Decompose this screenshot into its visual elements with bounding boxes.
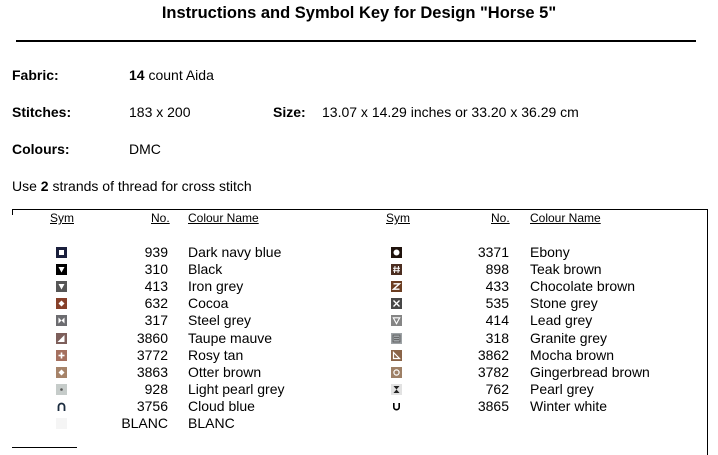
colour-number: 433 — [485, 278, 509, 295]
hourglass-icon — [391, 384, 402, 395]
table-bottom-line — [12, 447, 77, 448]
colour-number: 3862 — [477, 346, 509, 363]
colour-name: Mocha brown — [530, 346, 615, 363]
blank-icon — [56, 418, 67, 429]
page-title: Instructions and Symbol Key for Design "Horse 5" — [161, 4, 557, 22]
colour-number: 3865 — [477, 397, 509, 414]
colour-number: 414 — [485, 312, 509, 329]
colour-number: 939 — [144, 244, 168, 260]
cup-icon — [391, 401, 402, 412]
colour-name: Chocolate brown — [530, 278, 636, 295]
arch-icon — [56, 401, 67, 412]
colour-name: Light pearl grey — [188, 380, 285, 397]
instruction-strands: 2 — [40, 178, 49, 194]
corner-icon — [391, 350, 402, 361]
colour-number: 762 — [485, 380, 509, 397]
size-label: Size: — [273, 104, 306, 120]
colours-value: DMC — [129, 141, 161, 157]
hash-icon — [391, 264, 402, 275]
fabric-label: Fabric: — [12, 67, 59, 83]
colour-number: 898 — [485, 261, 509, 278]
colour-number: 317 — [144, 312, 168, 329]
stitches-value: 183 x 200 — [129, 104, 191, 120]
colour-name: Stone grey — [530, 295, 598, 312]
colour-name: Lead grey — [530, 312, 593, 329]
colour-number: 3772 — [136, 346, 168, 363]
down-triangle-icon — [56, 281, 67, 292]
colour-name: Cloud blue — [188, 397, 255, 414]
plus-icon — [56, 350, 67, 361]
diamond-icon — [56, 367, 67, 378]
instruction-post: strands of thread for cross stitch — [48, 178, 252, 194]
dot-icon — [56, 384, 67, 395]
lines-icon — [391, 333, 402, 344]
colour-number: 632 — [144, 295, 168, 312]
colour-name: Teak brown — [530, 261, 602, 278]
title-rule — [16, 40, 696, 42]
colour-name: Gingerbread brown — [530, 363, 650, 380]
colour-name: BLANC — [188, 415, 235, 431]
colour-name: Otter brown — [188, 363, 262, 380]
table-left-tick — [12, 209, 13, 215]
colour-number: 928 — [144, 380, 168, 397]
colour-number: 3860 — [136, 329, 168, 346]
fabric-count: 14 — [129, 67, 145, 83]
z-icon — [391, 281, 402, 292]
ring-icon — [391, 367, 402, 378]
colour-name: Granite grey — [530, 329, 608, 346]
colour-number: 318 — [485, 329, 509, 346]
instruction-pre: Use — [12, 178, 41, 194]
colour-number: 3863 — [136, 363, 168, 380]
x-icon — [391, 298, 402, 309]
colour-name: Black — [188, 261, 223, 278]
bowtie-icon — [56, 315, 67, 326]
colour-name: Winter white — [530, 397, 608, 414]
instruction-text — [12, 178, 252, 194]
colour-name: Dark navy blue — [188, 244, 282, 260]
colour-number: 535 — [485, 295, 509, 312]
header-name-left: Colour Name — [188, 211, 259, 225]
stitches-label: Stitches: — [12, 104, 72, 120]
colour-name: Cocoa — [188, 295, 229, 312]
colour-name: Iron grey — [188, 278, 244, 295]
open-triangle-icon — [391, 315, 402, 326]
header-no-right: No. — [491, 211, 510, 225]
open-square-icon — [56, 247, 67, 258]
half-triangle-icon — [56, 333, 67, 344]
colour-name: Taupe mauve — [188, 329, 273, 346]
header-sym-left: Sym — [50, 211, 74, 225]
colours-label: Colours: — [12, 141, 70, 157]
colour-number: 310 — [144, 261, 168, 278]
down-triangle-icon — [56, 264, 67, 275]
colour-name: Ebony — [530, 244, 570, 260]
fabric-value — [129, 67, 214, 83]
colour-number: 3782 — [477, 363, 509, 380]
colour-number: 413 — [144, 278, 168, 295]
colour-name: Steel grey — [188, 312, 252, 329]
colour-name: Pearl grey — [530, 380, 594, 397]
colour-name: Rosy tan — [188, 346, 244, 363]
header-name-right: Colour Name — [530, 211, 601, 225]
size-value: 13.07 x 14.29 inches or 33.20 x 36.29 cm — [322, 104, 579, 120]
circle-icon — [391, 247, 402, 258]
colour-number: 3756 — [136, 397, 168, 414]
header-no-left: No. — [151, 211, 170, 225]
diamond-icon — [56, 298, 67, 309]
colour-number: BLANC — [121, 415, 168, 431]
colour-number: 3371 — [477, 244, 509, 260]
header-sym-right: Sym — [386, 211, 410, 225]
fabric-text: count Aida — [144, 67, 214, 83]
